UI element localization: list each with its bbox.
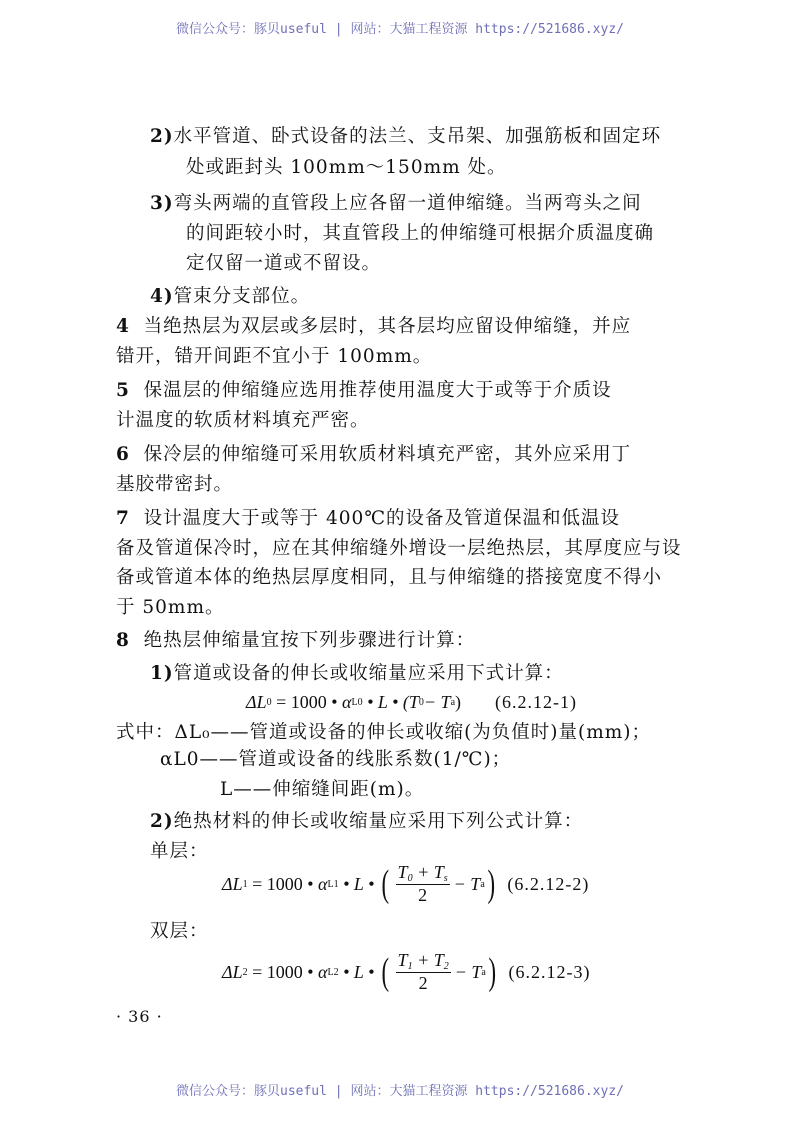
item-number: 1) xyxy=(150,663,174,684)
equation-6-2-12-3: ΔL 2 = 1000 • α L2 • L • ( $\frac{T_1 + T_2}{2}$ − T a ) (6.2.12-3) xyxy=(222,950,591,993)
line-text: 保温层的伸缩缝应选用推荐使用温度大于或等于介质设 xyxy=(129,380,612,401)
text-line xyxy=(150,921,209,943)
item-number: 2) xyxy=(150,811,174,832)
line-text: 基胶带密封。 xyxy=(116,474,234,495)
text-line xyxy=(150,841,209,863)
text-line xyxy=(116,630,475,652)
page-number: · 36 · xyxy=(116,1007,163,1026)
line-text: 单层： xyxy=(150,841,209,862)
watermark-header: 微信公众号：豚贝useful | 网站：大猫工程资源 https://521686.xyz/ xyxy=(176,22,624,37)
equation-number: (6.2.12-1) xyxy=(495,692,577,712)
line-text: 管道或设备的伸长或收缩量应采用下式计算： xyxy=(173,663,564,684)
text-line xyxy=(150,663,564,685)
text-line xyxy=(116,722,651,744)
text-line xyxy=(186,253,381,275)
item-number: 4 xyxy=(116,316,130,337)
line-text: 备及管道保冷时，应在其伸缩缝外增设一层绝热层，其厚度应与设 xyxy=(116,538,682,559)
text-line xyxy=(116,410,370,432)
text-line xyxy=(186,223,654,245)
line-text: 保冷层的伸缩缝可采用软质材料填充严密，其外应采用丁 xyxy=(129,444,632,465)
line-text: 水平管道、卧式设备的法兰、支吊架、加强筋板和固定环 xyxy=(173,126,662,147)
line-text: 绝热材料的伸长或收缩量应采用下列公式计算： xyxy=(173,811,584,832)
item-number: 5 xyxy=(116,380,130,401)
item-number: 8 xyxy=(116,630,130,651)
line-text: 当绝热层为双层或多层时，其各层均应留设伸缩缝，并应 xyxy=(129,316,632,337)
text-line xyxy=(150,286,310,308)
line-text: 绝热层伸缩量宜按下列步骤进行计算： xyxy=(129,630,476,651)
line-text: αL0——管道或设备的线胀系数(1/℃)； xyxy=(160,749,512,770)
equation-6-2-12-1: ΔL 0 = 1000 • α L0 • L • (T 0 − T a ) (6.2.12-1) xyxy=(246,692,577,712)
line-text: 定仅留一道或不留设。 xyxy=(186,253,382,274)
item-number: 4) xyxy=(150,286,174,307)
item-number: 7 xyxy=(116,508,130,529)
text-line xyxy=(116,380,612,402)
text-line xyxy=(186,157,507,179)
equation-number: (6.2.12-2) xyxy=(507,873,590,894)
equation-number: (6.2.12-3) xyxy=(508,961,591,982)
text-line xyxy=(116,508,620,530)
line-text: 双层： xyxy=(150,921,209,942)
text-line xyxy=(150,126,661,148)
text-line xyxy=(116,346,432,368)
line-text: 于 50mm。 xyxy=(116,597,225,618)
item-number: 2) xyxy=(150,126,174,147)
text-line xyxy=(116,597,225,619)
line-text: 错开，错开间距不宜小于 100mm。 xyxy=(116,346,433,367)
equation-6-2-12-2: ΔL 1 = 1000 • α L1 • L • ( $\frac{T_0 + T_s}{2}$ − T a ) (6.2.12-2) xyxy=(222,862,590,905)
watermark-footer: 微信公众号：豚贝useful | 网站：大猫工程资源 https://521686.xyz/ xyxy=(176,1084,624,1099)
line-text: 备或管道本体的绝热层厚度相同，且与伸缩缝的搭接宽度不得小 xyxy=(116,567,663,588)
line-text: 式中：ΔL₀——管道或设备的伸长或收缩(为负值时)量(mm)； xyxy=(116,722,652,743)
line-text: 管束分支部位。 xyxy=(173,286,311,307)
text-line xyxy=(220,779,424,801)
text-line xyxy=(160,749,511,771)
line-text: L——伸缩缝间距(m)。 xyxy=(220,779,425,800)
line-text: 处或距封头 100mm～150mm 处。 xyxy=(186,157,507,178)
text-line xyxy=(116,538,682,560)
item-number: 6 xyxy=(116,444,130,465)
text-line xyxy=(150,811,583,833)
text-line xyxy=(150,193,642,215)
text-line xyxy=(116,444,631,466)
line-text: 设计温度大于或等于 400℃的设备及管道保温和低温设 xyxy=(129,508,621,529)
text-line xyxy=(116,567,662,589)
line-text: 的间距较小时，其直管段上的伸缩缝可根据介质温度确 xyxy=(186,223,655,244)
text-line xyxy=(116,474,233,496)
line-text: 计温度的软质材料填充严密。 xyxy=(116,410,370,431)
line-text: 弯头两端的直管段上应各留一道伸缩缝。当两弯头之间 xyxy=(173,193,642,214)
item-number: 3) xyxy=(150,193,174,214)
text-line xyxy=(116,316,631,338)
